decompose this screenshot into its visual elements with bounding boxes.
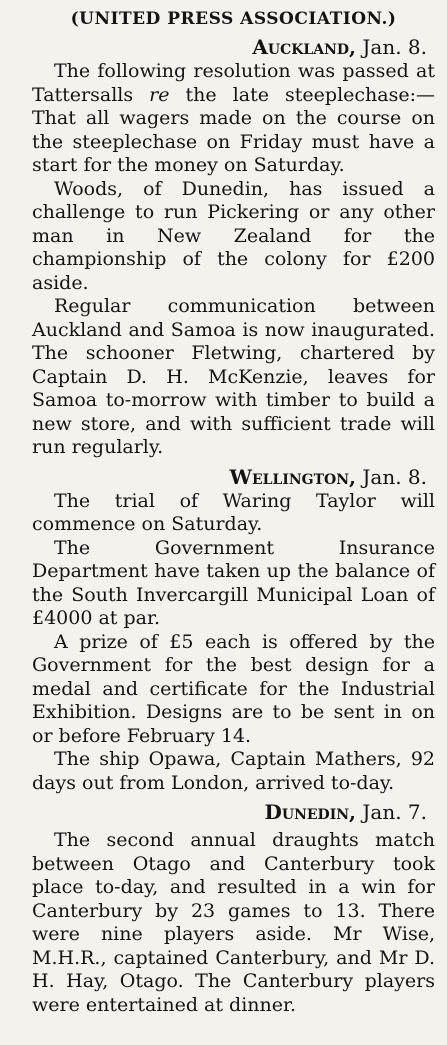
article-paragraph: Woods, of Dunedin, has issued a challenge to run Pickering or any other man in New Zealand for the championship of the colony for £200 aside. [32,177,435,294]
article-paragraph: The second annual draughts match between Otago and Canterbury took place to-day, and resulted in a win for Canterbury by 23 games to 13. There were nine players aside. Mr Wise, M.H.R., captained Canterbury, and Mr D. H. Hay, Otago. The Canterbury players were entertained at dinner. [32,829,435,1016]
article-paragraph: Regular communication between Auckland and Samoa is now inaugurated. The schooner Fletwing, chartered by Captain D. H. McKenzie, leaves for Samoa to-morrow with timber to build a new store, and with sufficient trade will run regularly. [32,295,435,458]
dateline-date: Jan. 8. [362,464,427,489]
agency-heading: (UNITED PRESS ASSOCIATION.) [70,9,397,29]
paragraph-emphasis: re [149,83,170,106]
dateline-date: Jan. 7. [362,800,427,824]
dateline-dunedin [32,799,427,825]
article-paragraph: The Government Insurance Department have taken up the balance of the South Invercargill Municipal Loan of £4000 at par. [32,536,435,629]
dateline-auckland [32,34,427,60]
paragraph-text: The following resolution was passed at Tattersalls [32,60,435,106]
dateline-wellington [32,464,427,490]
dateline-place: Auckland, [252,35,357,59]
dateline-date: Jan. 8. [362,35,427,59]
article-paragraph: The trial of Waring Taylor will commence on Saturday. [32,489,435,535]
article-paragraph [32,60,435,178]
article-paragraph: The ship Opawa, Captain Mathers, 92 days out from London, arrived to-day. [32,748,435,794]
dateline-place: Wellington, [229,464,357,489]
article-paragraph: A prize of £5 each is offered by the Government for the best design for a medal and certificate for the Industrial Exhibition. Designs are to be sent in on or before February 14. [32,630,435,747]
paragraph-text: the late steeplechase:—That all wagers made on the course on the steeplechase on Friday must have a start for the money on Saturday. [32,83,435,176]
dateline-place: Dunedin, [264,800,357,824]
